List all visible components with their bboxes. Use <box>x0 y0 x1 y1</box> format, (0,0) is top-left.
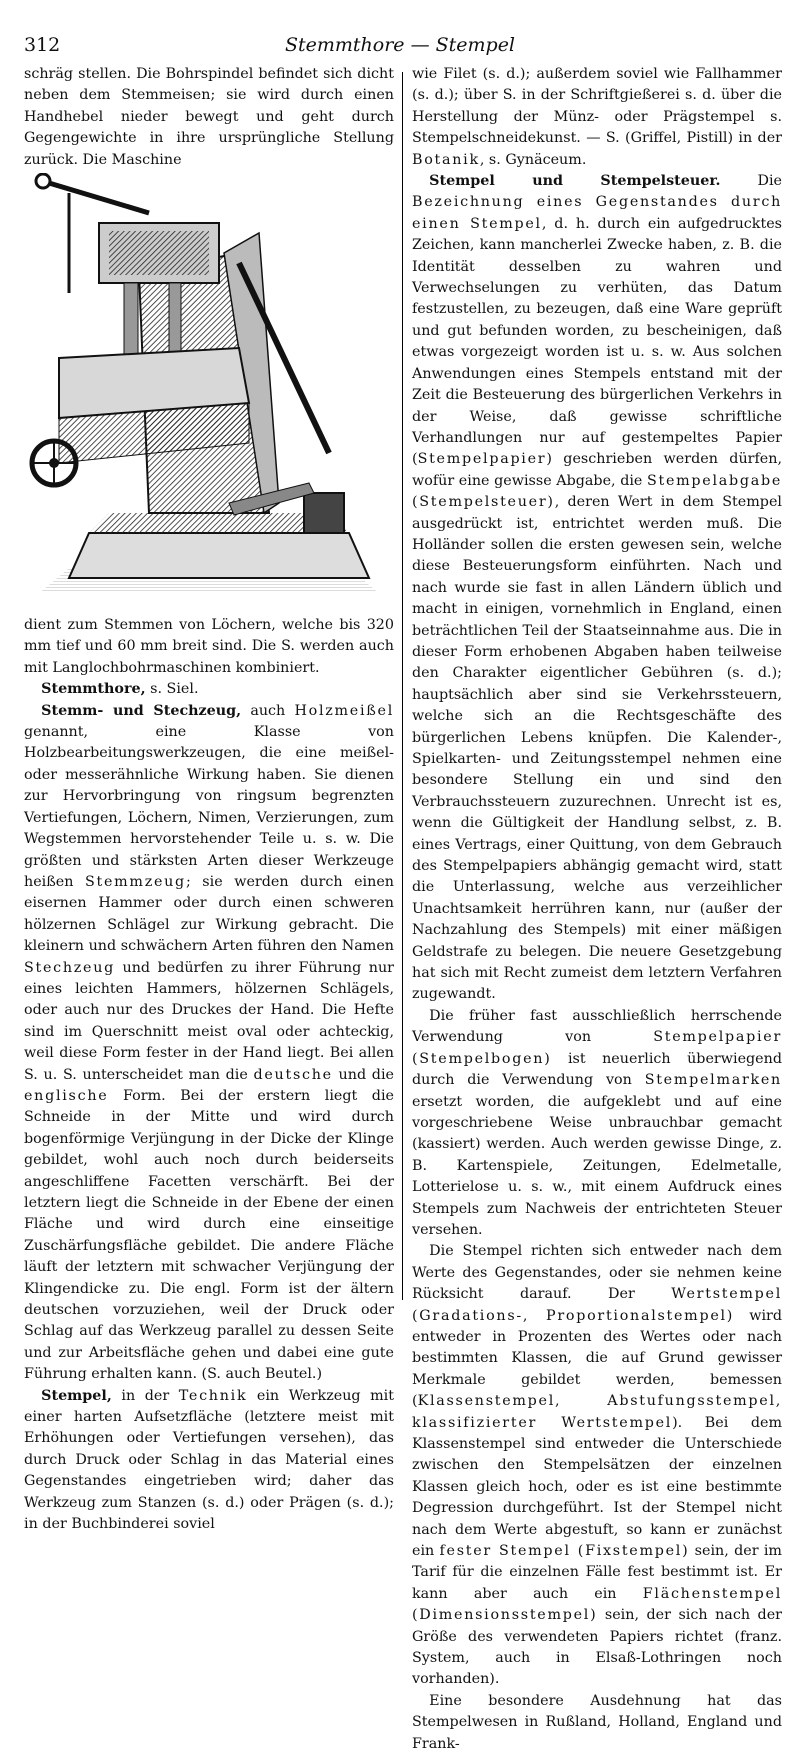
page-number: 312 <box>24 34 61 56</box>
spaced-term: Wertstempel (Gradations-, Proportionalstempel) <box>412 1286 782 1324</box>
spaced-term: Stempelpapier (Stempelbogen) <box>412 1029 782 1067</box>
spaced-term: Bezeichnung eines Gegenstandes durch einen Stempel <box>412 194 782 232</box>
paragraph <box>412 1241 782 1691</box>
spaced-term: Stempelpapier <box>417 451 547 468</box>
paragraph <box>412 1006 782 1241</box>
spaced-term: englische <box>24 1087 109 1104</box>
entry-stempel-und-stempelsteuer <box>412 171 782 1006</box>
entry-text: genannt, eine Klasse von Holzbearbeitungswerkzeugen, die eine meißel- oder messerähnliche Wirkung haben. Sie dienen zur Hervorbringung von ringsum begrenzten Vertiefungen, Löchern, Nimen, Verzierungen, zum Wegstemmen hervorstehender Teile u. s. w. Die größten und stärksten Arten dieser Werkzeuge heißen <box>24 724 394 890</box>
lemma-stemm-und-stechzeug: Stemm- und Stechzeug, <box>41 702 242 719</box>
entry-text: , deren Wert in dem Stempel ausgedrückt ist, entrichtet werden muß. Die Holländer sollen die ersten gewesen sein, welche diese Besteuerungsform einführten. Nach und nach wurde sie fast in allen Ländern üblich und macht in einigen, vornehmlich in England, einen beträchtlichen Teil der Staatseinnahme aus. Die in dieser Form erhobenen Abgaben haben teilweise den Charakter eigentlicher Gebühren (s. d.); hauptsächlich aber sind sie Verkehrssteuern, welche sich an die Rechtsgeschäfte des bürgerlichen Lebens knüpfen. Die Kalender-, Spielkarten- und Zeitungsstempel nehmen eine besondere Stellung ein und sind den Verbrauchssteuern zuzurechnen. Unrecht ist es, wenn die Gültigkeit der Handlung selbst, z. B. eines Vertrags, einer Quittung, von dem Gebrauch des Stempelpapiers abhängig gemacht wird, statt die Unterlassung, welche aus verzeihlicher Unachtsamkeit herrühren kann, nur (außer der Nachzahlung des Stempels) mit einer mäßigen Geldstrafe zu belegen. Die neuere Gesetzgebung hat sich mit Recht zumeist dem letztern Verfahren zugewandt. <box>412 494 782 1003</box>
lemma-stemmthore: Stemmthore, <box>41 681 146 698</box>
entry-text: ein Werkzeug mit einer harten Aufsetzfläche (letztere meist mit Erhöhungen oder Vertiefungen versehen), das durch Druck oder Schlag in das Material eines Gegenstandes eingetrieben wird; daher das Werkzeug zum Stanzen (s. d.) oder Prägen (s. d.); in der Buchbinderei soviel <box>24 1387 394 1533</box>
entry-text: sein, der sich nach der Größe des verwendeten Papiers richtet (franz. System, auch in Elsaß-Lothringen noch vorhanden). <box>412 1607 782 1688</box>
entry-text: sein, der im Tarif für die einzelnen Fälle fest bestimmt ist. Er kann aber auch ein <box>412 1543 782 1602</box>
entry-text: ) geschrieben werden dürfen, wofür eine gewisse Abgabe, die <box>412 451 782 489</box>
running-title: Stemmthore — Stempel <box>284 34 516 56</box>
entry-text: ). Bei dem Klassenstempel sind entweder die Unterschiede zwischen den Stempelsätzen der einzelnen Klassen gleich hoch, oder es ist eine bestimmte Degression durchgeführt. Ist der Stempel nicht nach dem Werte abgestuft, so kann er zunächst ein <box>412 1414 783 1560</box>
entry-stempel <box>24 1386 394 1536</box>
entry-text: und die <box>332 1066 394 1083</box>
paragraph-continuation <box>412 64 782 171</box>
entry-text: und bedürfen zu ihrer Führung nur eines leichten Hammers, hölzernen Schlägels, oder auch nur des Druckes der Hand. Die Hefte sind im Querschnitt meist oval oder achteckig, weil diese Form fester in der Hand liegt. Bei allen S. u. S. unterscheidet man die <box>24 959 394 1083</box>
paragraph: Eine besondere Ausdehnung hat das Stempelwesen in Rußland, Holland, England und Frank- <box>412 1692 782 1752</box>
entry-text: , s. Gynäceum. <box>479 151 587 168</box>
spaced-term: Flächenstempel (Dimensionsstempel) <box>412 1585 782 1624</box>
left-column <box>24 64 394 1536</box>
lemma-stempel: Stempel, <box>41 1387 112 1404</box>
spaced-term: fester Stempel (Fixstempel) <box>439 1543 690 1560</box>
entry-text: Die früher fast ausschließlich herrschende Verwendung von <box>412 1007 782 1046</box>
entry-text: ersetzt worden, die aufgeklebt und auf eine vorgeschriebene Weise unbrauchbar gemacht (kassiert) werden. Auch werden gewisse Dinge, z. B. Kartenspiele, Zeitungen, Edelmetalle, Lotterielose u. s. w., mit einem Aufdruck eines Stempels zum Nachweis der entrichteten Steuer versehen. <box>412 1093 782 1238</box>
spaced-term: Stempelmarken <box>644 1072 782 1089</box>
entry-text: ; sie werden durch einen eisernen Hammer oder durch einen schweren hölzernen Schlägel zur Wirkung gebracht. Die kleinern und schwächern Arten führen den Namen <box>24 873 394 955</box>
entry-text: , d. h. durch ein aufgedrucktes Zeichen, kann mancherlei Zwecke haben, z. B. die Identität desselben zu wahren und Verwechselungen zu verhüten, das Datum festzustellen, zu bezeugen, daß eine Ware geprüft und gut befunden worden, zu bescheinigen, daß etwas vorgezeigt worden ist u. s. w. Aus solchen Anwendungen eines Stempels entstand mit der Zeit die Besteuerung des bürgerlichen Verkehrs in der Weise, daß gewisse schriftliche Verhandlungen nur auf gestempeltes Papier ( <box>412 215 782 468</box>
entry-text: Die <box>720 173 782 190</box>
right-column <box>412 64 782 1755</box>
entry-text: Die Stempel richten sich entweder nach dem Werte des Gegenstandes, oder sie nehmen keine Rücksicht darauf. Der <box>412 1243 782 1303</box>
spaced-term: Technik <box>178 1387 248 1404</box>
spaced-term: Botanik <box>412 151 480 168</box>
entry-text: wird entweder in Prozenten des Wertes oder nach bestimmten Klassen, die auf Grund gewisser Merkmale gebildet werden, bemessen ( <box>412 1307 783 1410</box>
entry-stemm-und-stechzeug <box>24 701 394 1386</box>
figure-caption-text: dient zum Stemmen von Löchern, welche bis 320 mm tief und 60 mm breit sind. Die S. werden auch mit Langlochbohrmaschinen kombiniert. <box>24 617 394 676</box>
spaced-term: Klassenstempel, Abstufungsstempel, klassifizierter Wertstempel <box>412 1393 782 1431</box>
entry-text: ist neuerlich überwiegend durch die Verwendung von <box>412 1050 782 1089</box>
mortising-machine-illustration <box>29 173 389 613</box>
paragraph-continuation: schräg stellen. Die Bohrspindel befindet sich dicht neben dem Stemmeisen; sie wird durch einen Handhebel nieder bewegt und geht durch Gegengewichte in ihre ursprüngliche Stellung zurück. Die Maschine <box>24 66 394 168</box>
entry-text: wie Filet (s. d.); außerdem soviel wie Fallhammer (s. d.); über S. in der Schriftgießerei s. d. über die Herstellung der Münz- oder Prägstempel s. Stempelschneidekunst. — S. (Griffel, Pistill) in der <box>412 66 782 147</box>
entry-text: Form. Bei der erstern liegt die Schneide in der Mitte und wird durch bogenförmige Verjüngung in der Dicke der Klinge gebildet, wohl auch noch durch beiderseits angeschliffene Facetten verschärft. Bei der letztern liegt die Schneide in der Ebene der einen Fläche und wird durch eine einseitige Zuschärfungsfläche gebildet. Die andere Fläche läuft der letztern mit schwacher Verjüngung der Klingendicke zu. Die engl. Form ist der ältern deutschen vorzuziehen, weil der Druck oder Schlag auf das Werkzeug parallel zu dessen Seite und zur Arbeitsfläche gehen und dabei eine gute Führung erhalten kann. (S. auch Beutel.) <box>24 1087 394 1383</box>
lemma-stempel-und-stempelsteuer: Stempel und Stempelsteuer. <box>429 173 721 190</box>
spaced-term: Holzmeißel <box>294 702 394 719</box>
spaced-term: deutsche <box>253 1066 333 1083</box>
spaced-term: Stemmzeug <box>85 873 186 890</box>
spaced-term: Stempelabgabe (Stempelsteuer) <box>412 472 782 511</box>
entry-text: auch <box>241 702 295 719</box>
entry-stemmthore <box>24 679 394 700</box>
entry-text: in der <box>111 1387 179 1404</box>
column-divider <box>402 72 403 1300</box>
entry-text: s. Siel. <box>145 681 199 698</box>
spaced-term: Stechzeug <box>24 959 116 976</box>
